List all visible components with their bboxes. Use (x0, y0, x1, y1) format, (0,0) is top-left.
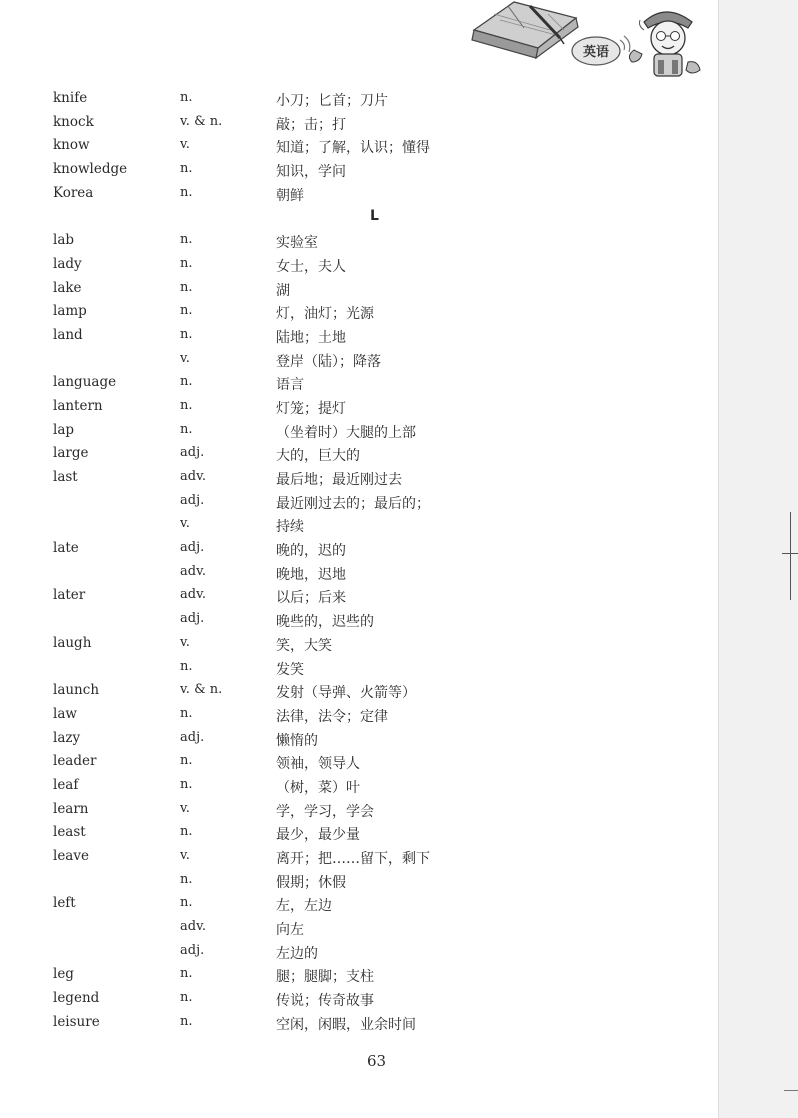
entry-definition: 传说；传奇故事 (276, 993, 374, 1010)
entry-part-of-speech: n. (180, 232, 193, 248)
crop-mark-vertical (790, 512, 791, 600)
entry-part-of-speech: v. (180, 350, 190, 366)
vocab-entry (0, 751, 718, 775)
crop-mark-horizontal (782, 553, 798, 554)
vocab-entry (0, 112, 718, 136)
entry-word: knock (53, 113, 94, 130)
vocabulary-list (0, 88, 718, 1036)
crop-mark-bottom (784, 1090, 798, 1091)
entry-definition: 湖 (276, 282, 290, 299)
cartoon-student-icon (629, 12, 700, 76)
vocab-entry (0, 633, 718, 657)
entry-definition: 发射（导弹、火箭等） (276, 685, 416, 702)
entry-part-of-speech: adj. (180, 942, 205, 958)
entry-definition: 登岸（陆）；降落 (276, 353, 381, 370)
entry-word: lazy (53, 729, 81, 746)
vocab-entry (0, 135, 718, 159)
entry-word: leg (53, 966, 74, 983)
entry-definition: 学，学习，学会 (276, 803, 374, 820)
entry-part-of-speech: n. (180, 895, 193, 911)
vocab-entry (0, 799, 718, 823)
entry-word: leaf (53, 776, 79, 793)
vocab-entry (0, 775, 718, 799)
entry-part-of-speech: v. & n. (180, 113, 223, 129)
entry-definition: 法律，法令；定律 (276, 708, 388, 725)
entry-part-of-speech: n. (180, 184, 193, 200)
entry-part-of-speech: n. (180, 705, 193, 721)
entry-part-of-speech: adj. (180, 540, 205, 556)
entry-definition: 灯笼；提灯 (276, 400, 346, 417)
entry-definition: 持续 (276, 519, 304, 536)
entry-definition: 知道；了解，认识；懂得 (276, 140, 430, 157)
entry-part-of-speech: n. (180, 374, 193, 390)
entry-part-of-speech: n. (180, 279, 193, 295)
entry-part-of-speech: adj. (180, 729, 205, 745)
entry-definition: 晚的，迟的 (276, 543, 346, 560)
entry-part-of-speech: n. (180, 753, 193, 769)
entry-part-of-speech: v. (180, 800, 190, 816)
vocab-entry (0, 278, 718, 302)
page-edge-margin (718, 0, 798, 1118)
entry-part-of-speech: adj. (180, 611, 205, 627)
vocab-entry (0, 349, 718, 373)
entry-definition: 向左 (276, 922, 304, 939)
entry-word: knowledge (53, 161, 128, 178)
vocab-entry (0, 704, 718, 728)
entry-definition: 最后地；最近刚过去 (276, 472, 402, 488)
entry-part-of-speech: n. (180, 326, 193, 342)
vocab-entry (0, 230, 718, 254)
vocab-entry (0, 941, 718, 965)
vocab-entry (0, 893, 718, 917)
vocab-entry (0, 491, 718, 515)
entry-definition: 以后；后来 (276, 590, 346, 607)
entry-word: lantern (53, 397, 103, 414)
entry-part-of-speech: n. (180, 255, 193, 271)
entry-definition: 最近刚过去的；最后的； (276, 495, 430, 512)
entry-word: knife (53, 90, 88, 106)
entry-definition: 空闲，闲暇，业余时间 (276, 1016, 416, 1033)
entry-definition: 懒惰的 (276, 732, 318, 749)
entry-word: leader (53, 753, 97, 770)
entry-word: least (53, 824, 86, 841)
entry-definition: 笑，大笑 (276, 637, 332, 654)
entry-part-of-speech: adv. (180, 563, 207, 579)
entry-word: lake (53, 279, 82, 296)
vocab-entry (0, 420, 718, 444)
entry-part-of-speech: n. (180, 776, 193, 792)
entry-part-of-speech: n. (180, 397, 193, 413)
entry-definition: 陆地；土地 (276, 329, 346, 346)
header-illustration (468, 0, 718, 82)
entry-definition: 语言 (276, 377, 304, 394)
entry-definition: 晚些的，迟些的 (276, 614, 374, 631)
book-icon (472, 2, 578, 58)
page-number: 63 (367, 1052, 387, 1070)
entry-word: lap (53, 421, 75, 438)
entry-definition: 知识，学问 (276, 164, 346, 181)
vocab-entry (0, 988, 718, 1012)
entry-part-of-speech: n. (180, 161, 193, 177)
vocab-entry (0, 396, 718, 420)
entry-word: lab (53, 232, 75, 249)
entry-part-of-speech: n. (180, 303, 193, 319)
entry-definition: 发笑 (276, 661, 304, 678)
entry-word: last (53, 469, 78, 485)
vocab-entry (0, 870, 718, 894)
entry-part-of-speech: v. (180, 848, 190, 863)
entry-part-of-speech: v. (180, 516, 190, 532)
vocab-entry (0, 514, 718, 538)
entry-part-of-speech: adv. (180, 469, 207, 484)
entry-definition: 假期；休假 (276, 874, 346, 891)
entry-part-of-speech: n. (180, 421, 193, 437)
entry-word: leave (53, 848, 89, 864)
entry-part-of-speech: adj. (180, 492, 205, 508)
vocab-entry (0, 183, 718, 207)
vocab-entry (0, 254, 718, 278)
entry-word: later (53, 587, 86, 604)
entry-definition: 领袖，领导人 (276, 756, 360, 773)
vocab-entry (0, 562, 718, 586)
entry-part-of-speech: n. (180, 871, 193, 887)
entry-definition: （树，菜）叶 (276, 779, 360, 796)
vocab-entry (0, 822, 718, 846)
entry-part-of-speech: n. (180, 658, 193, 674)
vocab-entry (0, 585, 718, 609)
entry-part-of-speech: adj. (180, 445, 205, 461)
letter-heading-text: L (370, 208, 379, 225)
entry-word: learn (53, 800, 89, 817)
vocab-entry (0, 1012, 718, 1036)
entry-part-of-speech: n. (180, 824, 193, 840)
entry-word: launch (53, 682, 100, 699)
entry-definition: 离开；把……留下，剩下 (276, 851, 430, 867)
badge-label: 英语 (582, 45, 610, 60)
entry-part-of-speech: v. & n. (180, 682, 223, 698)
entry-word: Korea (53, 184, 94, 201)
entry-definition: 实验室 (276, 235, 318, 252)
entry-definition: 晚地，迟地 (276, 566, 346, 583)
entry-definition: 女士，夫人 (276, 258, 346, 275)
entry-word: large (53, 445, 89, 462)
entry-definition: 左，左边 (276, 898, 332, 915)
vocab-entry (0, 964, 718, 988)
vocab-entry (0, 680, 718, 704)
vocab-entry (0, 846, 718, 870)
entry-part-of-speech: v. (180, 137, 190, 153)
vocab-entry (0, 728, 718, 752)
vocab-entry (0, 467, 718, 491)
vocab-entry (0, 88, 718, 112)
vocab-entry (0, 609, 718, 633)
entry-part-of-speech: v. (180, 634, 190, 650)
entry-word: late (53, 540, 79, 557)
entry-definition: 大的，巨大的 (276, 448, 360, 465)
entry-word: language (53, 374, 117, 391)
vocab-entry (0, 443, 718, 467)
vocab-entry (0, 917, 718, 941)
entry-definition: 左边的 (276, 945, 318, 962)
entry-definition: 灯，油灯；光源 (276, 306, 374, 323)
letter-section-heading (0, 206, 718, 230)
entry-definition: 腿；腿脚；支柱 (276, 969, 374, 986)
entry-word: lady (53, 255, 82, 272)
entry-word: know (53, 137, 90, 154)
entry-word: laugh (53, 634, 92, 651)
entry-word: left (53, 895, 76, 912)
entry-definition: （坐着时）大腿的上部 (276, 424, 416, 441)
entry-word: leisure (53, 1013, 100, 1030)
entry-part-of-speech: n. (180, 966, 193, 982)
entry-part-of-speech: n. (180, 990, 193, 1006)
entry-definition: 朝鲜 (276, 187, 304, 204)
entry-part-of-speech: n. (180, 90, 193, 105)
vocab-entry (0, 159, 718, 183)
vocab-entry (0, 538, 718, 562)
entry-word: land (53, 326, 83, 343)
entry-word: law (53, 705, 77, 722)
entry-part-of-speech: adv. (180, 919, 207, 935)
entry-word: lamp (53, 303, 87, 320)
entry-part-of-speech: n. (180, 1013, 193, 1029)
vocab-entry (0, 301, 718, 325)
vocab-entry (0, 325, 718, 349)
vocab-entry (0, 372, 718, 396)
subject-badge (572, 36, 630, 65)
entry-definition: 小刀；匕首；刀片 (276, 93, 388, 109)
entry-part-of-speech: adv. (180, 587, 207, 603)
entry-definition: 敲；击；打 (276, 116, 346, 133)
entry-word: legend (53, 990, 100, 1007)
vocab-entry (0, 657, 718, 681)
entry-definition: 最少，最少量 (276, 827, 360, 844)
